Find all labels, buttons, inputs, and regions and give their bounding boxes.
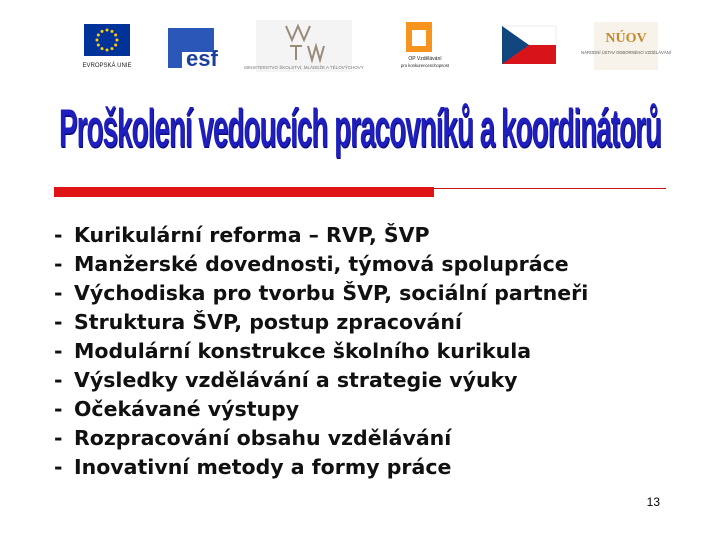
topic-list [54, 221, 588, 482]
list-item [54, 337, 588, 366]
bullet-dash: - [54, 223, 63, 247]
eu-star [101, 47, 104, 50]
list-item [54, 424, 588, 453]
eu-star [96, 39, 99, 42]
list-item [54, 279, 588, 308]
eu-star [111, 47, 114, 50]
list-item-text: Kurikulární reforma – RVP, ŠVP [74, 223, 430, 247]
svg-text:NÚOV: NÚOV [605, 31, 647, 46]
bullet-dash: - [54, 252, 63, 276]
list-item-text: Očekávané výstupy [74, 397, 300, 421]
list-item [54, 453, 588, 482]
list-item-text: Manžerské dovednosti, týmová spolupráce [74, 252, 569, 276]
title-underline-thick [54, 187, 434, 197]
eu-star [111, 30, 114, 33]
bullet-dash: - [54, 339, 63, 363]
list-item [54, 395, 588, 424]
svg-text:esf: esf [186, 46, 218, 71]
svg-text:EVROPSKÁ UNIE: EVROPSKÁ UNIE [82, 63, 132, 69]
bullet-dash: - [54, 310, 63, 334]
list-item-text: Rozpracování obsahu vzdělávání [74, 426, 452, 450]
list-item [54, 221, 588, 250]
eu-star [97, 44, 100, 47]
eu-star [97, 34, 100, 37]
page-number: 13 [646, 495, 660, 509]
list-item-text: Výsledky vzdělávání a strategie výuky [74, 368, 518, 392]
eu-star [106, 49, 109, 52]
op-vk-logo [390, 20, 460, 70]
svg-text:pro konkurenceschopnost: pro konkurenceschopnost [401, 63, 449, 68]
eu-flag-logo [80, 22, 134, 70]
title-underline-thin [434, 188, 666, 189]
czech-flag-logo [502, 26, 556, 64]
list-item-text: Modulární konstrukce školního kurikula [74, 339, 532, 363]
list-item [54, 308, 588, 337]
list-item [54, 250, 588, 279]
list-item-text: Struktura ŠVP, postup zpracování [74, 310, 462, 334]
eu-star [101, 30, 104, 33]
list-item-text: Inovativní metody a formy práce [74, 455, 452, 479]
msmt-logo [244, 20, 364, 72]
eu-star [114, 34, 117, 37]
slide-title: Proškolení vedoucích pracovníků a koordinátorů [58, 98, 662, 159]
bullet-dash: - [54, 281, 63, 305]
eu-star [114, 44, 117, 47]
bullet-dash: - [54, 368, 63, 392]
eu-star [106, 29, 109, 32]
svg-text:NÁRODNÍ ÚSTAV ODBORNÉHO VZDĚLÁ: NÁRODNÍ ÚSTAV ODBORNÉHO VZDĚLÁVÁNÍ [581, 50, 671, 55]
bullet-dash: - [54, 455, 63, 479]
eu-star [116, 39, 119, 42]
list-item-text: Východiska pro tvorbu ŠVP, sociální partneři [74, 281, 589, 305]
bullet-dash: - [54, 397, 63, 421]
list-item [54, 366, 588, 395]
svg-text:OP Vzdělávání: OP Vzdělávání [408, 56, 442, 62]
esf-logo [166, 26, 218, 70]
bullet-dash: - [54, 426, 63, 450]
nuov-logo [581, 22, 671, 70]
svg-text:MINISTERSTVO ŠKOLSTVÍ, MLÁDEŽE: MINISTERSTVO ŠKOLSTVÍ, MLÁDEŽE A TĚLOVÝCHOVY [244, 65, 364, 70]
